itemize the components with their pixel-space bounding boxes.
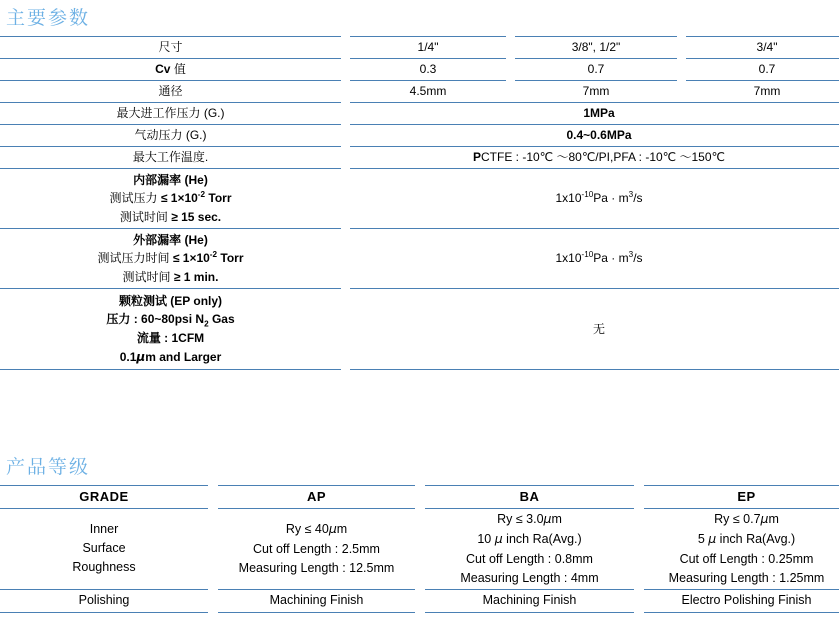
header-ap: AP [218, 486, 415, 509]
column-gap [677, 81, 686, 103]
particle-test-pressure-tail: Gas [208, 312, 235, 327]
column-gap [634, 486, 644, 509]
particle-test-flow: 流量 : 1CFM [136, 331, 205, 345]
table-row [0, 229, 839, 289]
column-gap [677, 37, 686, 59]
table-row [0, 59, 839, 81]
cell-particle-test-value: 无 [350, 289, 839, 370]
internal-leak-pressure-exponent: -2 [197, 190, 206, 200]
ep-ry [644, 509, 839, 529]
row-label-particle-test [0, 289, 341, 370]
row-label-cv [0, 59, 341, 81]
external-leak-pressure [0, 249, 341, 268]
micrometer-symbol: μ [494, 531, 503, 547]
external-leak-pressure-op: ≤ 1×10 [172, 251, 210, 266]
internal-leak-value-unit-b: /s [633, 191, 643, 206]
column-gap [341, 229, 350, 289]
ep-ra-suffix: inch Ra(Avg.) [716, 532, 796, 547]
cell-ba-finish: Machining Finish [425, 589, 634, 612]
external-leak-value-unit-exponent: 3 [628, 250, 634, 260]
micrometer-symbol: μ [328, 521, 337, 537]
particle-test-pressure-text: 压力 : 60~80psi N [106, 312, 205, 327]
ba-ra-suffix: inch Ra(Avg.) [502, 532, 582, 547]
internal-leak-pressure [0, 189, 341, 208]
micrometer-symbol: μ [708, 531, 717, 547]
row-label-internal-leak [0, 169, 341, 229]
cell-external-leak-value [350, 229, 839, 289]
ba-ry-suffix: m [551, 512, 562, 526]
external-leak-time-label: 测试时间 [122, 269, 171, 284]
particle-test-size-suffix: m and Larger [145, 349, 222, 364]
column-gap [341, 289, 350, 370]
cell-pneumatic-pressure-value: 0.4~0.6MPa [350, 125, 839, 147]
roughness-label-line2: Surface [82, 541, 126, 556]
ba-measuring-length: Measuring Length : 4mm [460, 571, 599, 586]
ep-measuring-length: Measuring Length : 1.25mm [668, 571, 825, 586]
particle-test-size-prefix: 0.1 [119, 349, 137, 364]
main-params-heading: 主要参数 [6, 7, 91, 29]
external-leak-title: 外部漏率 (He) [133, 232, 208, 247]
table-row [0, 289, 839, 370]
external-leak-value-base: 1x10 [555, 251, 582, 266]
particle-test-pressure [0, 310, 341, 329]
header-grade: GRADE [0, 486, 208, 509]
table-row [0, 169, 839, 229]
external-leak-value-exponent: -10 [581, 250, 594, 260]
row-label-size: 尺寸 [0, 37, 341, 59]
column-gap [341, 81, 350, 103]
row-label-external-leak [0, 229, 341, 289]
cell-bore-quarter: 4.5mm [350, 81, 506, 103]
column-gap [415, 486, 425, 509]
column-gap [677, 59, 686, 81]
column-gap [634, 589, 644, 612]
ep-ry-suffix: m [768, 512, 779, 526]
external-leak-pressure-unit: Torr [220, 251, 244, 266]
roughness-label-line1: Inner [89, 521, 119, 536]
product-grade-heading: 产品等级 [6, 456, 91, 478]
column-gap [341, 147, 350, 169]
external-leak-pressure-label: 测试压力时间 [97, 251, 170, 266]
row-label-polishing: Polishing [0, 589, 208, 612]
particle-test-title: 颗粒测试 (EP only) [118, 293, 223, 308]
ep-cut-off-length: Cut off Length : 0.25mm [679, 551, 814, 566]
column-gap [341, 103, 350, 125]
table-row [0, 81, 839, 103]
cell-cv-three-eighths-half: 0.7 [515, 59, 677, 81]
ap-cut-off-length: Cut off Length : 2.5mm [253, 541, 380, 556]
table-row [0, 37, 839, 59]
main-parameters-table [0, 36, 839, 370]
external-leak-pressure-exponent: -2 [209, 250, 218, 260]
ba-ra-prefix: 10 [477, 532, 495, 547]
row-label-bore: 通径 [0, 81, 341, 103]
ep-ra-prefix: 5 [697, 532, 709, 547]
external-leak-value-unit-b: /s [633, 251, 643, 266]
column-gap [208, 486, 218, 509]
cell-max-temperature-value [350, 147, 839, 169]
product-grade-table [0, 485, 839, 613]
particle-test-size [0, 348, 341, 367]
cv-label-prefix: Cv [155, 62, 171, 77]
row-label-max-inlet-pressure [0, 103, 341, 125]
ep-ry-prefix: Ry ≤ 0.7 [714, 512, 761, 526]
column-gap [341, 125, 350, 147]
column-gap [415, 509, 425, 590]
cell-cv-three-quarters: 0.7 [686, 59, 839, 81]
cv-label-unit: 值 [173, 62, 186, 77]
ap-measuring-length: Measuring Length : 12.5mm [238, 560, 395, 575]
internal-leak-value-exponent: -10 [581, 190, 594, 200]
internal-leak-pressure-label: 测试压力 [109, 191, 158, 206]
column-gap [208, 589, 218, 612]
header-ba: BA [425, 486, 634, 509]
ba-ry-prefix: Ry ≤ 3.0 [497, 512, 544, 526]
internal-leak-title: 内部漏率 (He) [133, 172, 208, 187]
ap-ry [218, 519, 415, 539]
external-leak-time [0, 268, 341, 287]
ba-ry [425, 509, 634, 529]
row-label-inner-surface-roughness [0, 509, 208, 590]
cell-internal-leak-value [350, 169, 839, 229]
temperature-value-rest: CTFE : -10℃ ～80℃/PI,PFA : -10℃ ～150℃ [481, 150, 725, 165]
cell-bore-three-eighths-half: 7mm [515, 81, 677, 103]
internal-leak-pressure-unit: Torr [208, 191, 232, 206]
external-leak-value-unit-a: Pa · m [593, 251, 629, 266]
column-gap [341, 37, 350, 59]
cell-ep-finish: Electro Polishing Finish [644, 589, 839, 612]
cell-ep-roughness [644, 509, 839, 590]
max-inlet-pressure-text: 最大进工作压力 (G.) [116, 106, 225, 121]
ba-ra [425, 529, 634, 549]
internal-leak-time [0, 208, 341, 227]
table-row [0, 125, 839, 147]
ep-ra [644, 529, 839, 549]
internal-leak-value-unit-exponent: 3 [628, 190, 634, 200]
column-gap [415, 589, 425, 612]
column-gap [341, 169, 350, 229]
row-label-max-temperature: 最大工作温度. [0, 147, 341, 169]
internal-leak-value-base: 1x10 [555, 191, 582, 206]
cell-ba-roughness [425, 509, 634, 590]
ba-cut-off-length: Cut off Length : 0.8mm [466, 551, 593, 566]
table-row [0, 589, 839, 612]
micrometer-symbol: μ [543, 511, 552, 526]
micrometer-symbol: μ [760, 511, 769, 526]
cell-size-three-quarters: 3/4" [686, 37, 839, 59]
table-header-row [0, 486, 839, 509]
ap-ry-prefix: Ry ≤ 40 [285, 522, 329, 537]
external-leak-time-value: ≥ 1 min. [173, 269, 219, 284]
internal-leak-time-value: ≥ 15 sec. [171, 209, 222, 224]
column-gap [506, 81, 515, 103]
table-row [0, 103, 839, 125]
column-gap [341, 59, 350, 81]
column-gap [506, 37, 515, 59]
table-row [0, 509, 839, 590]
cell-bore-three-quarters: 7mm [686, 81, 839, 103]
cell-size-three-eighths-half: 3/8", 1/2" [515, 37, 677, 59]
internal-leak-time-label: 测试时间 [119, 209, 168, 224]
internal-leak-pressure-op: ≤ 1×10 [160, 191, 198, 206]
micrometer-symbol: μ [136, 349, 146, 364]
column-gap [634, 509, 644, 590]
header-ep: EP [644, 486, 839, 509]
internal-leak-value-unit-a: Pa · m [593, 191, 629, 206]
cell-max-inlet-pressure-value: 1MPa [350, 103, 839, 125]
cell-cv-quarter: 0.3 [350, 59, 506, 81]
column-gap [208, 509, 218, 590]
column-gap [506, 59, 515, 81]
cell-ap-roughness [218, 509, 415, 590]
cell-ap-finish: Machining Finish [218, 589, 415, 612]
temperature-value-prefix: P [472, 150, 481, 165]
ap-ry-suffix: m [336, 522, 348, 537]
particle-test-nitrogen-subscript: 2 [204, 319, 209, 329]
roughness-label-line3: Roughness [72, 560, 136, 575]
table-row [0, 147, 839, 169]
row-label-pneumatic-pressure: 气动压力 (G.) [0, 125, 341, 147]
cell-size-quarter: 1/4" [350, 37, 506, 59]
